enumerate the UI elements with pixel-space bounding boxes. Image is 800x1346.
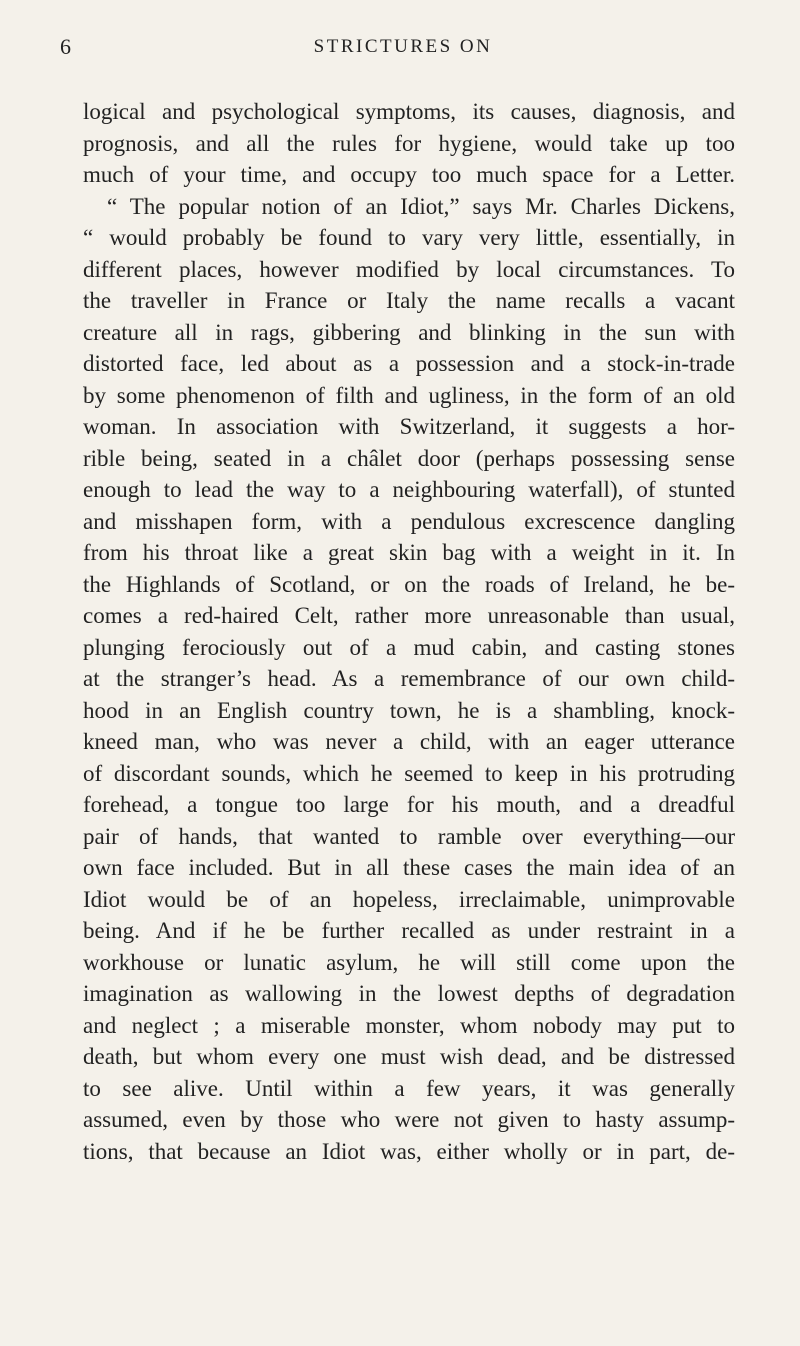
text-line: plunging ferociously out of a mud cabin, and casting stones [83, 634, 735, 660]
text-line: the traveller in France or Italy the name recalls a vacant [83, 288, 735, 313]
running-title: STRICTURES ON [313, 36, 493, 57]
text-line: distorted face, led about as a possession and a stock-in-trade [83, 351, 735, 376]
text-line: different places, however modified by local circumstances. To [83, 256, 735, 282]
text-line: to see alive. Until within a few years, it was generally [83, 1075, 735, 1101]
text-line: by some phenomenon of filth and ugliness, in the form of an old [83, 382, 735, 408]
text-line: kneed man, who was never a child, with an eager utterance [83, 729, 735, 754]
text-line: the Highlands of Scotland, or on the roads of Ireland, he be- [83, 571, 735, 597]
page-number: 6 [60, 34, 72, 59]
text-line: and neglect ; a miserable monster, whom nobody may put to [83, 1012, 735, 1038]
text-line: logical and psychological symptoms, its causes, diagnosis, and [83, 99, 735, 124]
body-text [83, 96, 735, 1167]
text-line: and misshapen form, with a pendulous excrescence dangling [83, 508, 735, 534]
text-line: at the stranger’s head. As a remembrance of our own child- [83, 666, 735, 691]
text-line: “ The popular notion of an Idiot,” says Mr. Charles Dickens, [107, 193, 735, 219]
text-line: death, but whom every one must wish dead, and be distressed [83, 1044, 735, 1069]
text-line: own face included. But in all these cases the main idea of an [83, 855, 735, 880]
text-line: pair of hands, that wanted to ramble over everything—our [83, 823, 735, 849]
text-line: from his throat like a great skin bag with a weight in it. In [83, 540, 735, 565]
text-line: workhouse or lunatic asylum, he will still come upon the [83, 949, 735, 975]
text-line: Idiot would be of an hopeless, irreclaimable, unimprovable [83, 886, 735, 912]
text-line: much of your time, and occupy too much space for a Letter. [83, 162, 735, 187]
text-line: “ would probably be found to vary very little, essentially, in [83, 225, 735, 250]
text-line: woman. In association with Switzerland, it suggests a hor- [83, 414, 735, 439]
text-line: forehead, a tongue too large for his mouth, and a dreadful [83, 792, 735, 817]
text-line: of discordant sounds, which he seemed to keep in his protruding [83, 760, 735, 786]
text-line: hood in an English country town, he is a shambling, knock- [83, 697, 735, 723]
text-line: imagination as wallowing in the lowest depths of degradation [83, 981, 735, 1006]
text-line: enough to lead the way to a neighbouring waterfall), of stunted [83, 477, 735, 502]
text-line: rible being, seated in a châlet door (perhaps possessing sense [83, 445, 735, 471]
text-line: creature all in rags, gibbering and blinking in the sun with [83, 319, 735, 345]
text-line: comes a red-haired Celt, rather more unreasonable than usual, [83, 603, 735, 628]
text-line: prognosis, and all the rules for hygiene, would take up too [83, 130, 735, 156]
text-line: assumed, even by those who were not given to hasty assump- [83, 1107, 735, 1132]
text-line: tions, that because an Idiot was, either wholly or in part, de- [83, 1138, 735, 1164]
page-header [0, 34, 800, 64]
text-line: being. And if he be further recalled as under restraint in a [83, 918, 735, 943]
